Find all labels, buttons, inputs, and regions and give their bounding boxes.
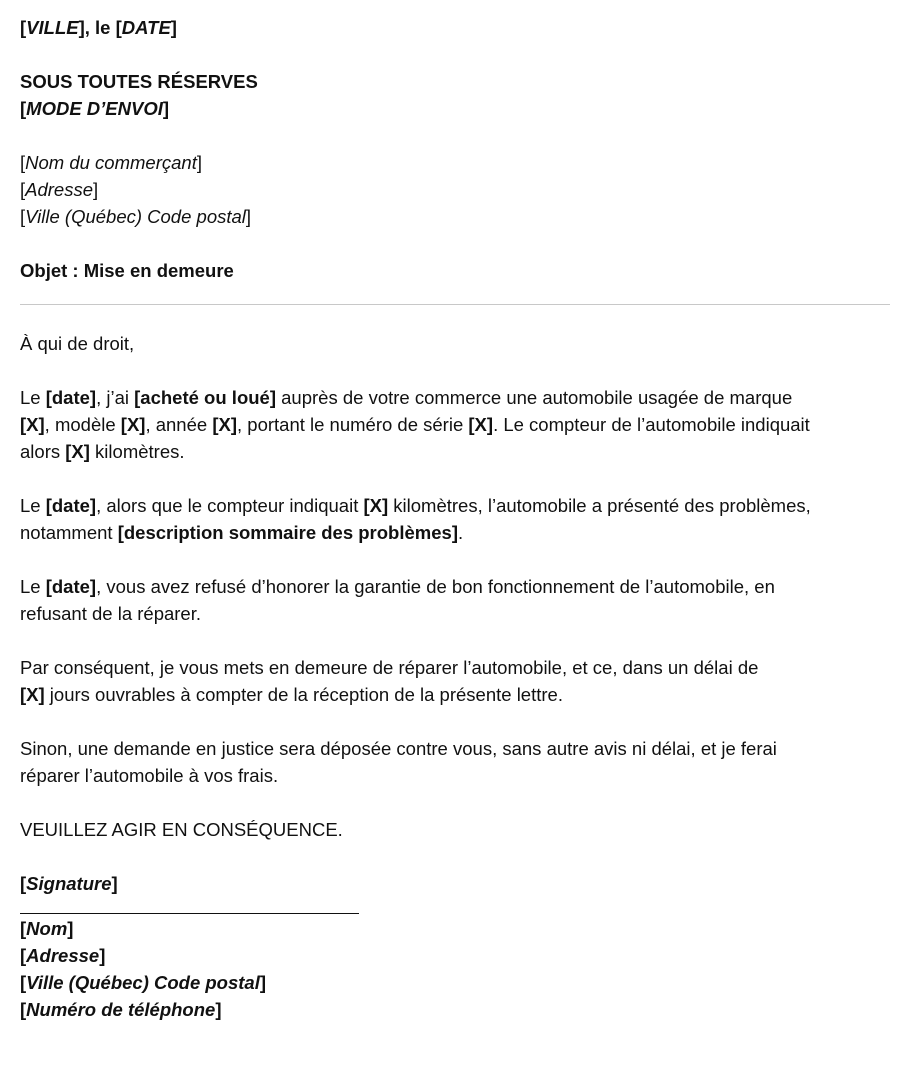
salutation: À qui de droit, (20, 333, 135, 354)
recipient-city: Ville (Québec) Code postal (25, 206, 246, 227)
mode-envoi-line: [MODE D’ENVOI] (20, 98, 170, 119)
subject-line: Objet : Mise en demeure (20, 260, 234, 281)
recipient-name-line: [Nom du commerçant] (20, 152, 202, 173)
sender-name-line: [Nom] (20, 918, 74, 939)
sender-city-line: [Ville (Québec) Code postal] (20, 972, 267, 993)
sender-address: Adresse (26, 945, 100, 966)
recipient-city-line: [Ville (Québec) Code postal] (20, 206, 252, 227)
paragraph-4: Par conséquent, je vous mets en demeure de réparer l’automobile, et ce, dans un délai de [X] jours ouvrables à compter de la réception de la présente lettre. (20, 657, 759, 705)
sender-phone-line: [Numéro de téléphone] (20, 999, 222, 1020)
recipient-address: Adresse (25, 179, 94, 200)
paragraph-3: Le [date], vous avez refusé d’honorer la garantie de bon fonctionnement de l’automobile, en refusant de la réparer. (20, 576, 775, 624)
recipient-address-line: [Adresse] (20, 179, 99, 200)
sender-phone: Numéro de téléphone (26, 999, 216, 1020)
le-word: , le (84, 17, 116, 38)
date-placeholder: DATE (121, 17, 171, 38)
divider (20, 304, 890, 305)
date-line: [VILLE], le [DATE] (20, 17, 177, 38)
letter-page (20, 14, 892, 1023)
sender-city: Ville (Québec) Code postal (26, 972, 260, 993)
signature-rule (20, 913, 359, 914)
sous-toutes-reserves: SOUS TOUTES RÉSERVES (20, 71, 258, 92)
mode-envoi-placeholder: MODE D’ENVOI (26, 98, 163, 119)
paragraph-5: Sinon, une demande en justice sera déposée contre vous, sans autre avis ni délai, et je ferai réparer l’automobile à vos frais. (20, 738, 777, 786)
signature-label-line: [Signature] (20, 873, 118, 894)
sender-name: Nom (26, 918, 68, 939)
sender-address-line: [Adresse] (20, 945, 106, 966)
ville-placeholder: VILLE (26, 17, 79, 38)
closing-line: VEUILLEZ AGIR EN CONSÉQUENCE. (20, 819, 343, 840)
recipient-name: Nom du commerçant (25, 152, 197, 173)
paragraph-2: Le [date], alors que le compteur indiquait [X] kilomètres, l’automobile a présenté des problèmes, notamment [description sommaire des problèmes]. (20, 495, 811, 543)
signature-label: Signature (26, 873, 112, 894)
paragraph-1: Le [date], j’ai [acheté ou loué] auprès de votre commerce une automobile usagée de marque [X], modèle [X], année [X], portant le numéro de série [X]. Le compteur de l’automobile indiquait alors [X] kilomètres. (20, 387, 810, 462)
